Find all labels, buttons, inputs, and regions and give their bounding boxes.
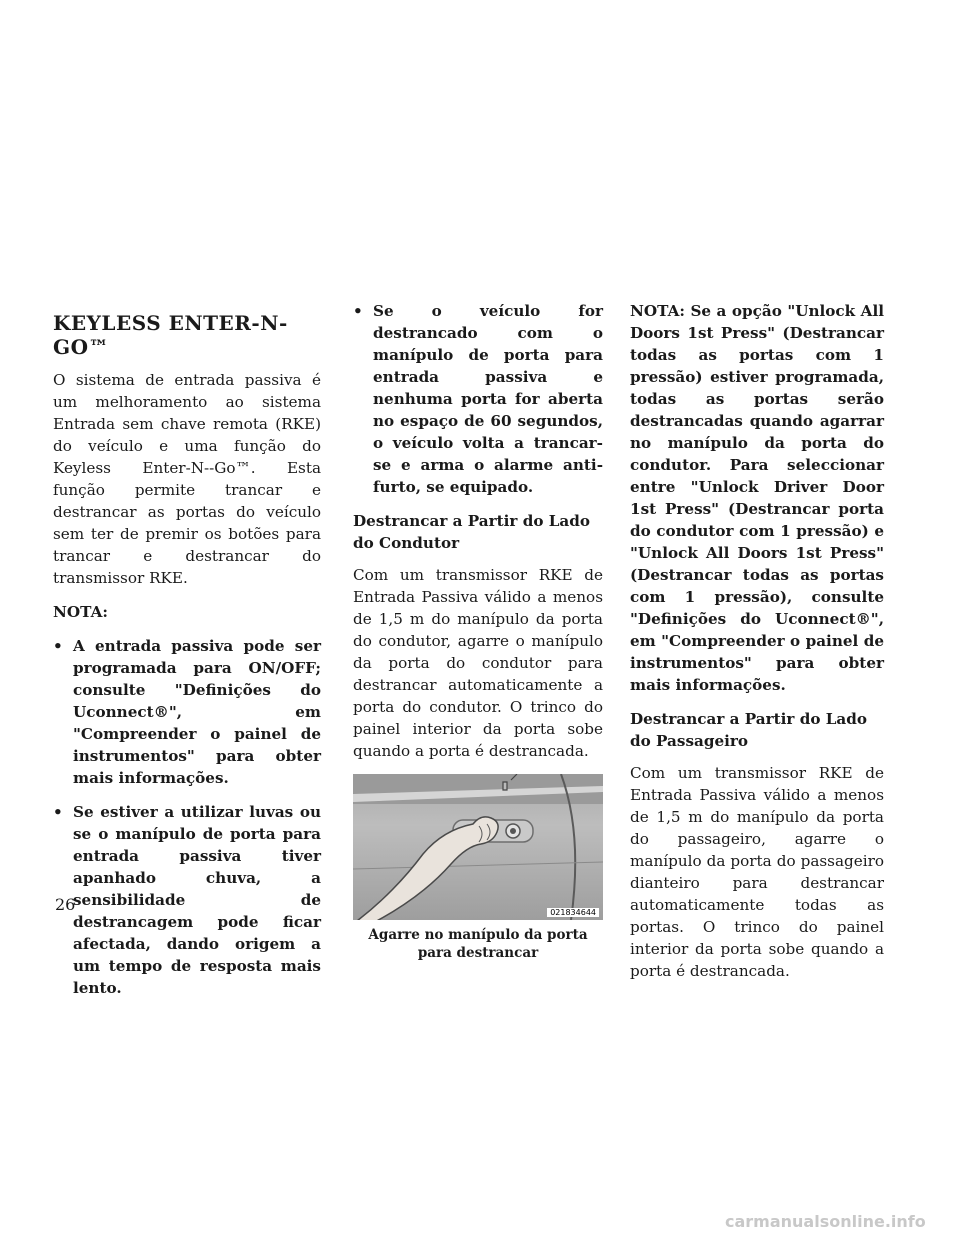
driver-paragraph: Com um transmissor RKE de Entrada Passiva válido a menos de 1,5 m do manípulo da porta do condutor, agarre o manípulo da porta do condutor para destrancar automaticamente a porta do condutor. O trinco do painel interior da porta sobe quando a porta é destrancada. [353, 566, 603, 760]
section-heading-driver: Destrancar a Partir do Lado do Condutor [353, 512, 591, 552]
column-right [630, 300, 884, 994]
note-bullet-list [53, 635, 321, 999]
bullet-icon: • [53, 803, 63, 821]
door-handle-illustration [353, 774, 603, 920]
figure-caption: Agarre no manípulo da porta para destrancar [368, 927, 588, 961]
intro-paragraph: O sistema de entrada passiva é um melhoramento ao sistema Entrada sem chave remota (RKE) do veículo e uma função do Keyless Enter-N--Go™. Esta função permite trancar e destrancar as portas do veículo sem ter de premir os botões para trancar e destrancar do transmissor RKE. [53, 371, 321, 587]
figure [353, 774, 603, 962]
page-title: KEYLESS ENTER-N-GO™ [53, 311, 288, 359]
bullet-item: • Se estiver a utilizar luvas ou se o manípulo de porta para entrada passiva tiver apanhado chuva, a sensibilidade de destrancagem pode ficar afectada, dando origem a um tempo de resposta mais lento. [53, 803, 321, 997]
page-number: 26 [55, 895, 76, 914]
column-left [53, 300, 321, 1011]
column-middle [353, 300, 603, 962]
passenger-paragraph: Com um transmissor RKE de Entrada Passiva válido a menos de 1,5 m do manípulo da porta do passageiro, agarre o manípulo da porta do passageiro dianteiro para destrancar automaticamente todas as portas. O trinco do painel interior da porta sobe quando a porta é destrancada. [630, 764, 884, 980]
figure-code: 021834644 [547, 908, 599, 917]
section-heading-passenger: Destrancar a Partir do Lado do Passageiro [630, 710, 868, 750]
bullet-item: • A entrada passiva pode ser programada para ON/OFF; consulte "Definições do Uconnect®", em "Compreender o painel de instrumentos" para obter mais informações. [53, 637, 321, 787]
watermark: carmanualsonline.info [725, 1212, 926, 1231]
door-handle-photo [353, 774, 603, 920]
note-paragraph: NOTA: Se a opção "Unlock All Doors 1st Press" (Destrancar todas as portas com 1 pressão) estiver programada, todas as portas serão destrancadas quando agarrar no manípulo da porta do condutor. Para seleccionar entre "Unlock Driver Door 1st Press" (Destrancar porta do condutor com 1 pressão) e "Unlock All Doors 1st Press" (Destrancar todas as portas com 1 pressão), consulte "Definições do Uconnect®", em "Compreender o painel de instrumentos" para obter mais informações. [630, 302, 884, 694]
bullet-icon: • [53, 637, 63, 655]
note-label: NOTA: [53, 603, 108, 621]
bullet-item: • Se o veículo for destrancado com o manípulo de porta para entrada passiva e nenhuma porta for aberta no espaço de 60 segundos, o veículo volta a trancar-se e arma o alarme anti-furto, se equipado. [353, 302, 603, 496]
bullet-list [353, 300, 603, 498]
bullet-icon: • [353, 302, 363, 320]
